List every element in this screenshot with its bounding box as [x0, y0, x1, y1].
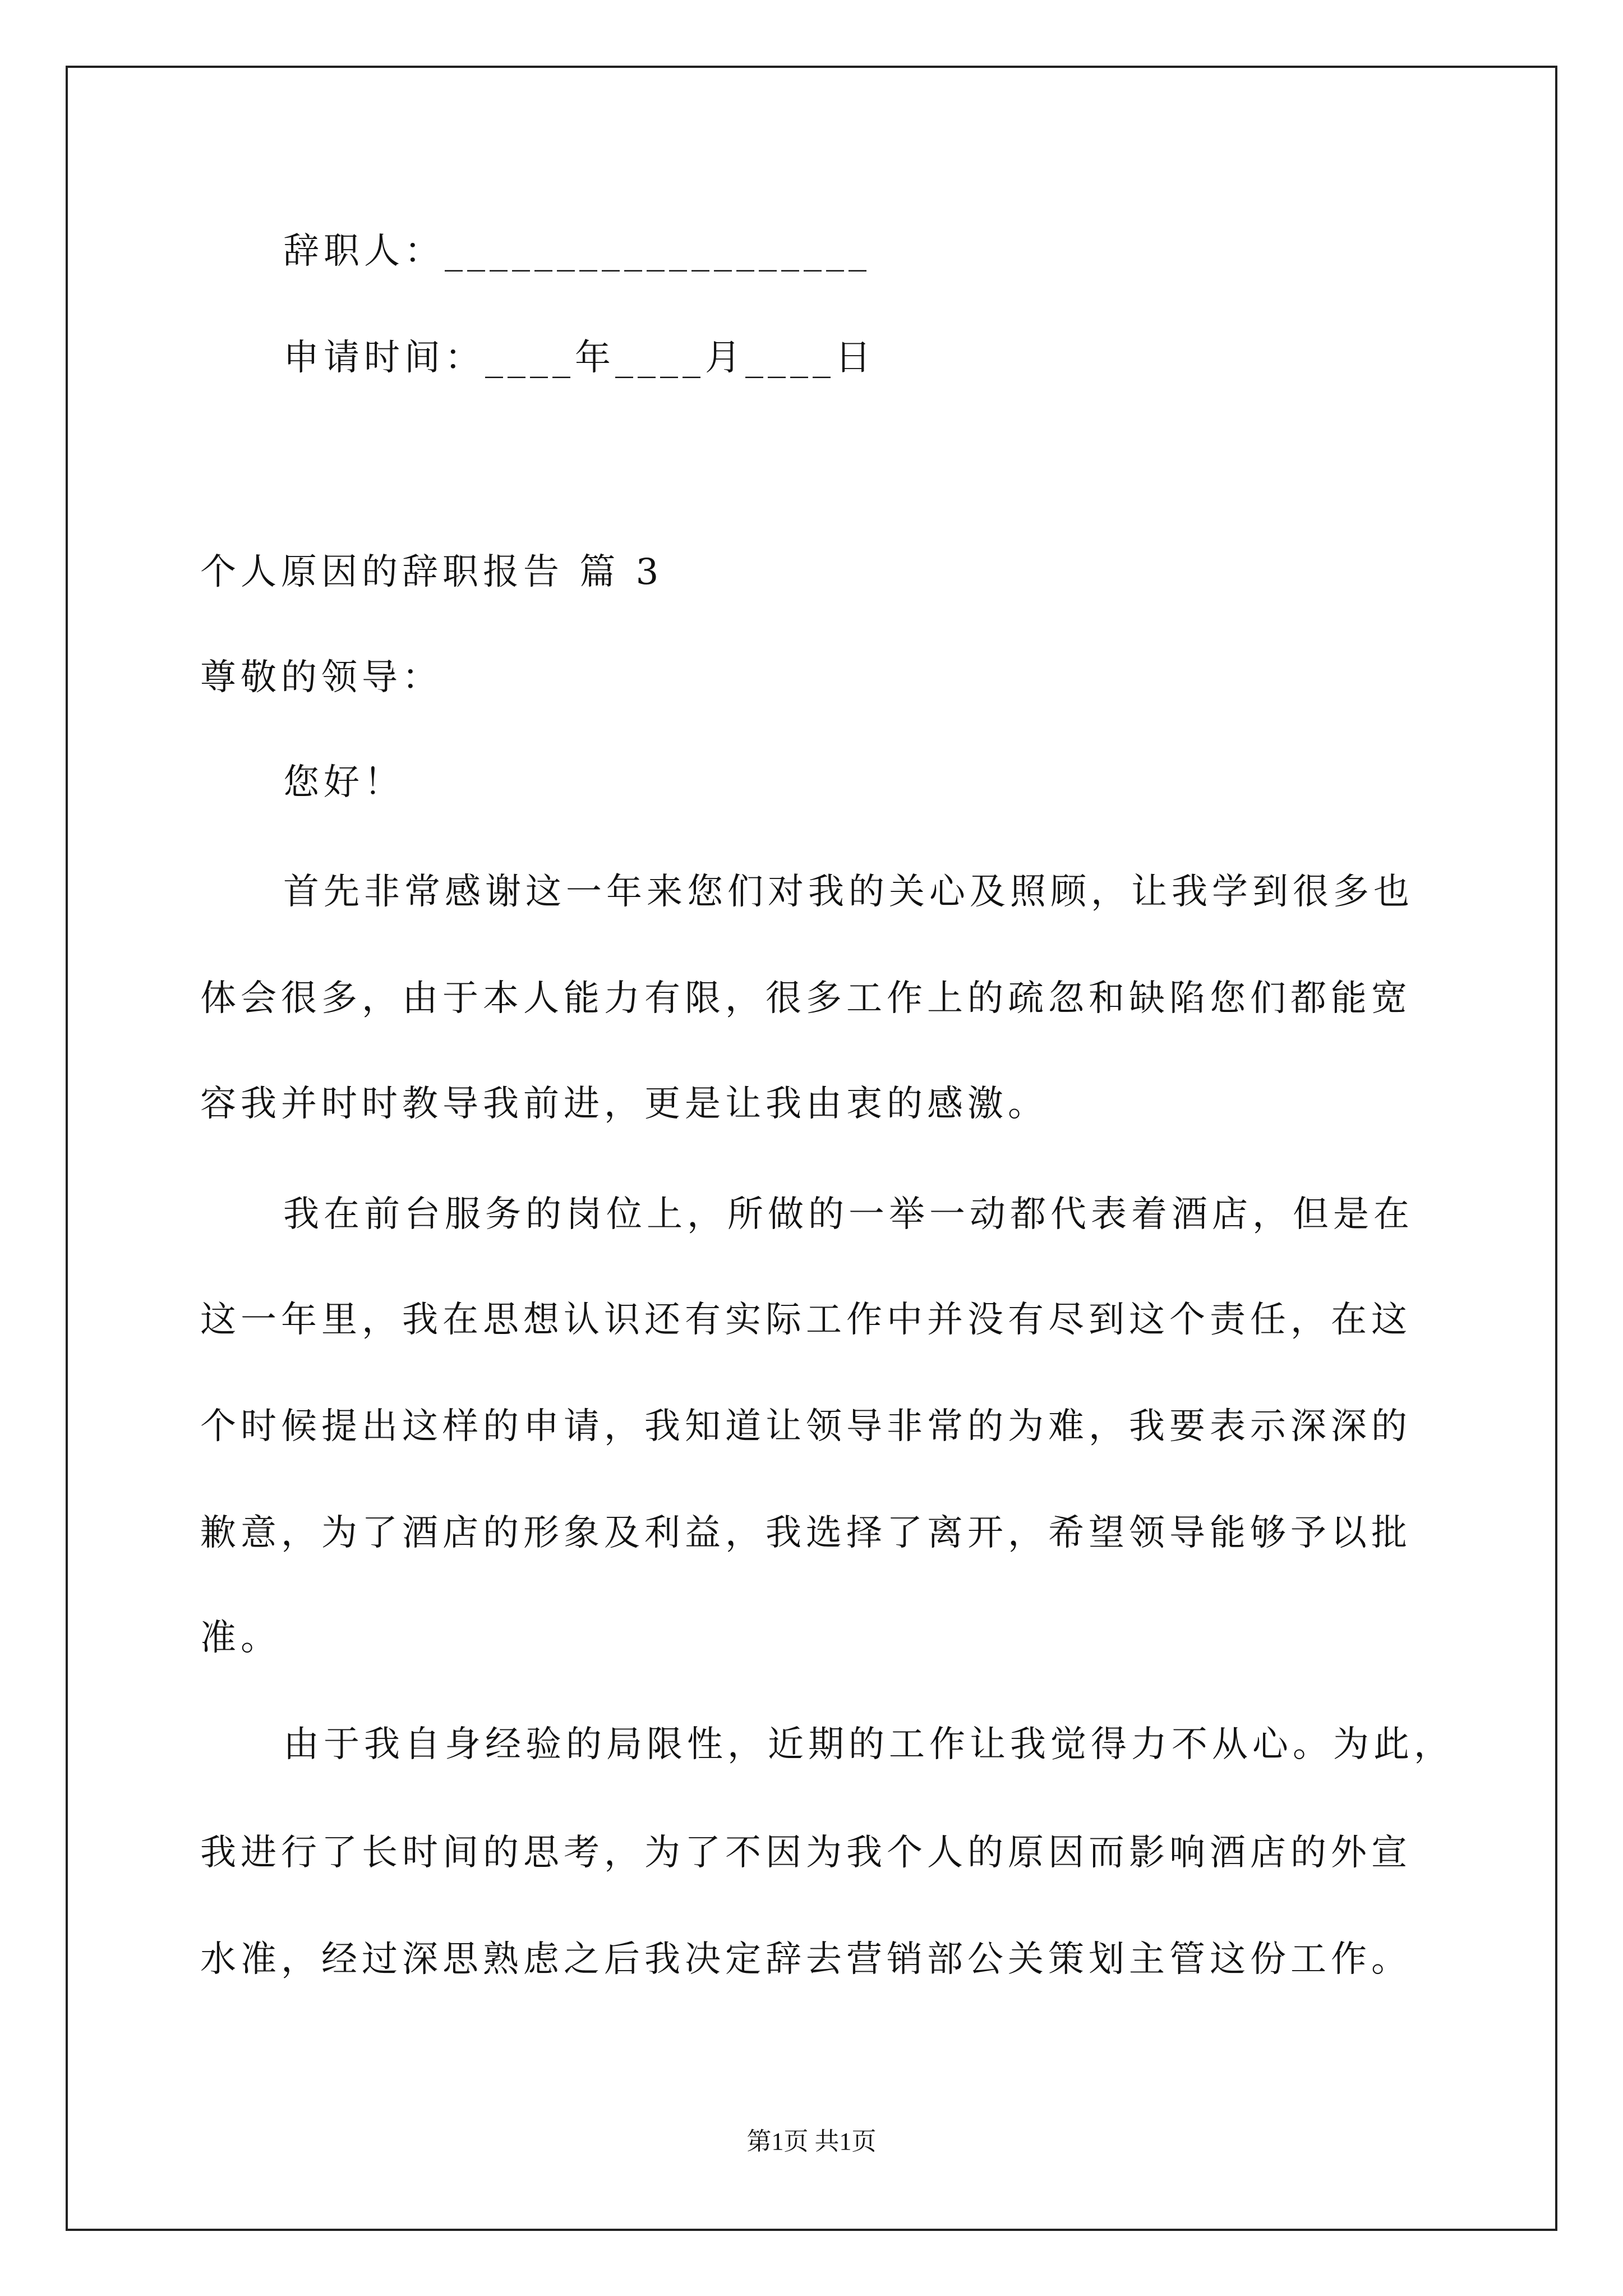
greeting: 您好！ — [283, 762, 404, 803]
body-line: 由于我自身经验的局限性，近期的工作让我觉得力不从心。为此， — [283, 1724, 1454, 1765]
body-line: 准。 — [200, 1617, 281, 1659]
body-line: 水准，经过深思熟虑之后我决定辞去营销部公关策划主管这份工作。 — [200, 1939, 1412, 1980]
body-line: 个时候提出这样的申请，我知道让领导非常的为难，我要表示深深的 — [200, 1406, 1412, 1447]
body-line: 体会很多，由于本人能力有限，很多工作上的疏忽和缺陷您们都能宽 — [200, 978, 1412, 1019]
body-line: 容我并时时教导我前进，更是让我由衷的感激。 — [200, 1083, 1048, 1125]
page-border — [66, 66, 1557, 2231]
section-title: 个人原因的辞职报告 篇 3 — [200, 551, 663, 593]
body-line: 首先非常感谢这一年来您们对我的关心及照顾，让我学到很多也 — [283, 871, 1414, 913]
body-line: 我在前台服务的岗位上，所做的一举一动都代表着酒店，但是在 — [283, 1194, 1414, 1235]
date-line: 申请时间：____年____月____日 — [283, 337, 875, 379]
body-line: 歉意，为了酒店的形象及利益，我选择了离开，希望领导能够予以批 — [200, 1512, 1412, 1554]
page-footer: 第1页 共1页 — [746, 2128, 877, 2155]
salutation: 尊敬的领导： — [200, 657, 442, 698]
signature-line: 辞职人：___________________ — [283, 231, 871, 272]
body-line: 我进行了长时间的思考，为了不因为我个人的原因而影响酒店的外宣 — [200, 1832, 1412, 1874]
body-line: 这一年里，我在思想认识还有实际工作中并没有尽到这个责任，在这 — [200, 1299, 1412, 1341]
